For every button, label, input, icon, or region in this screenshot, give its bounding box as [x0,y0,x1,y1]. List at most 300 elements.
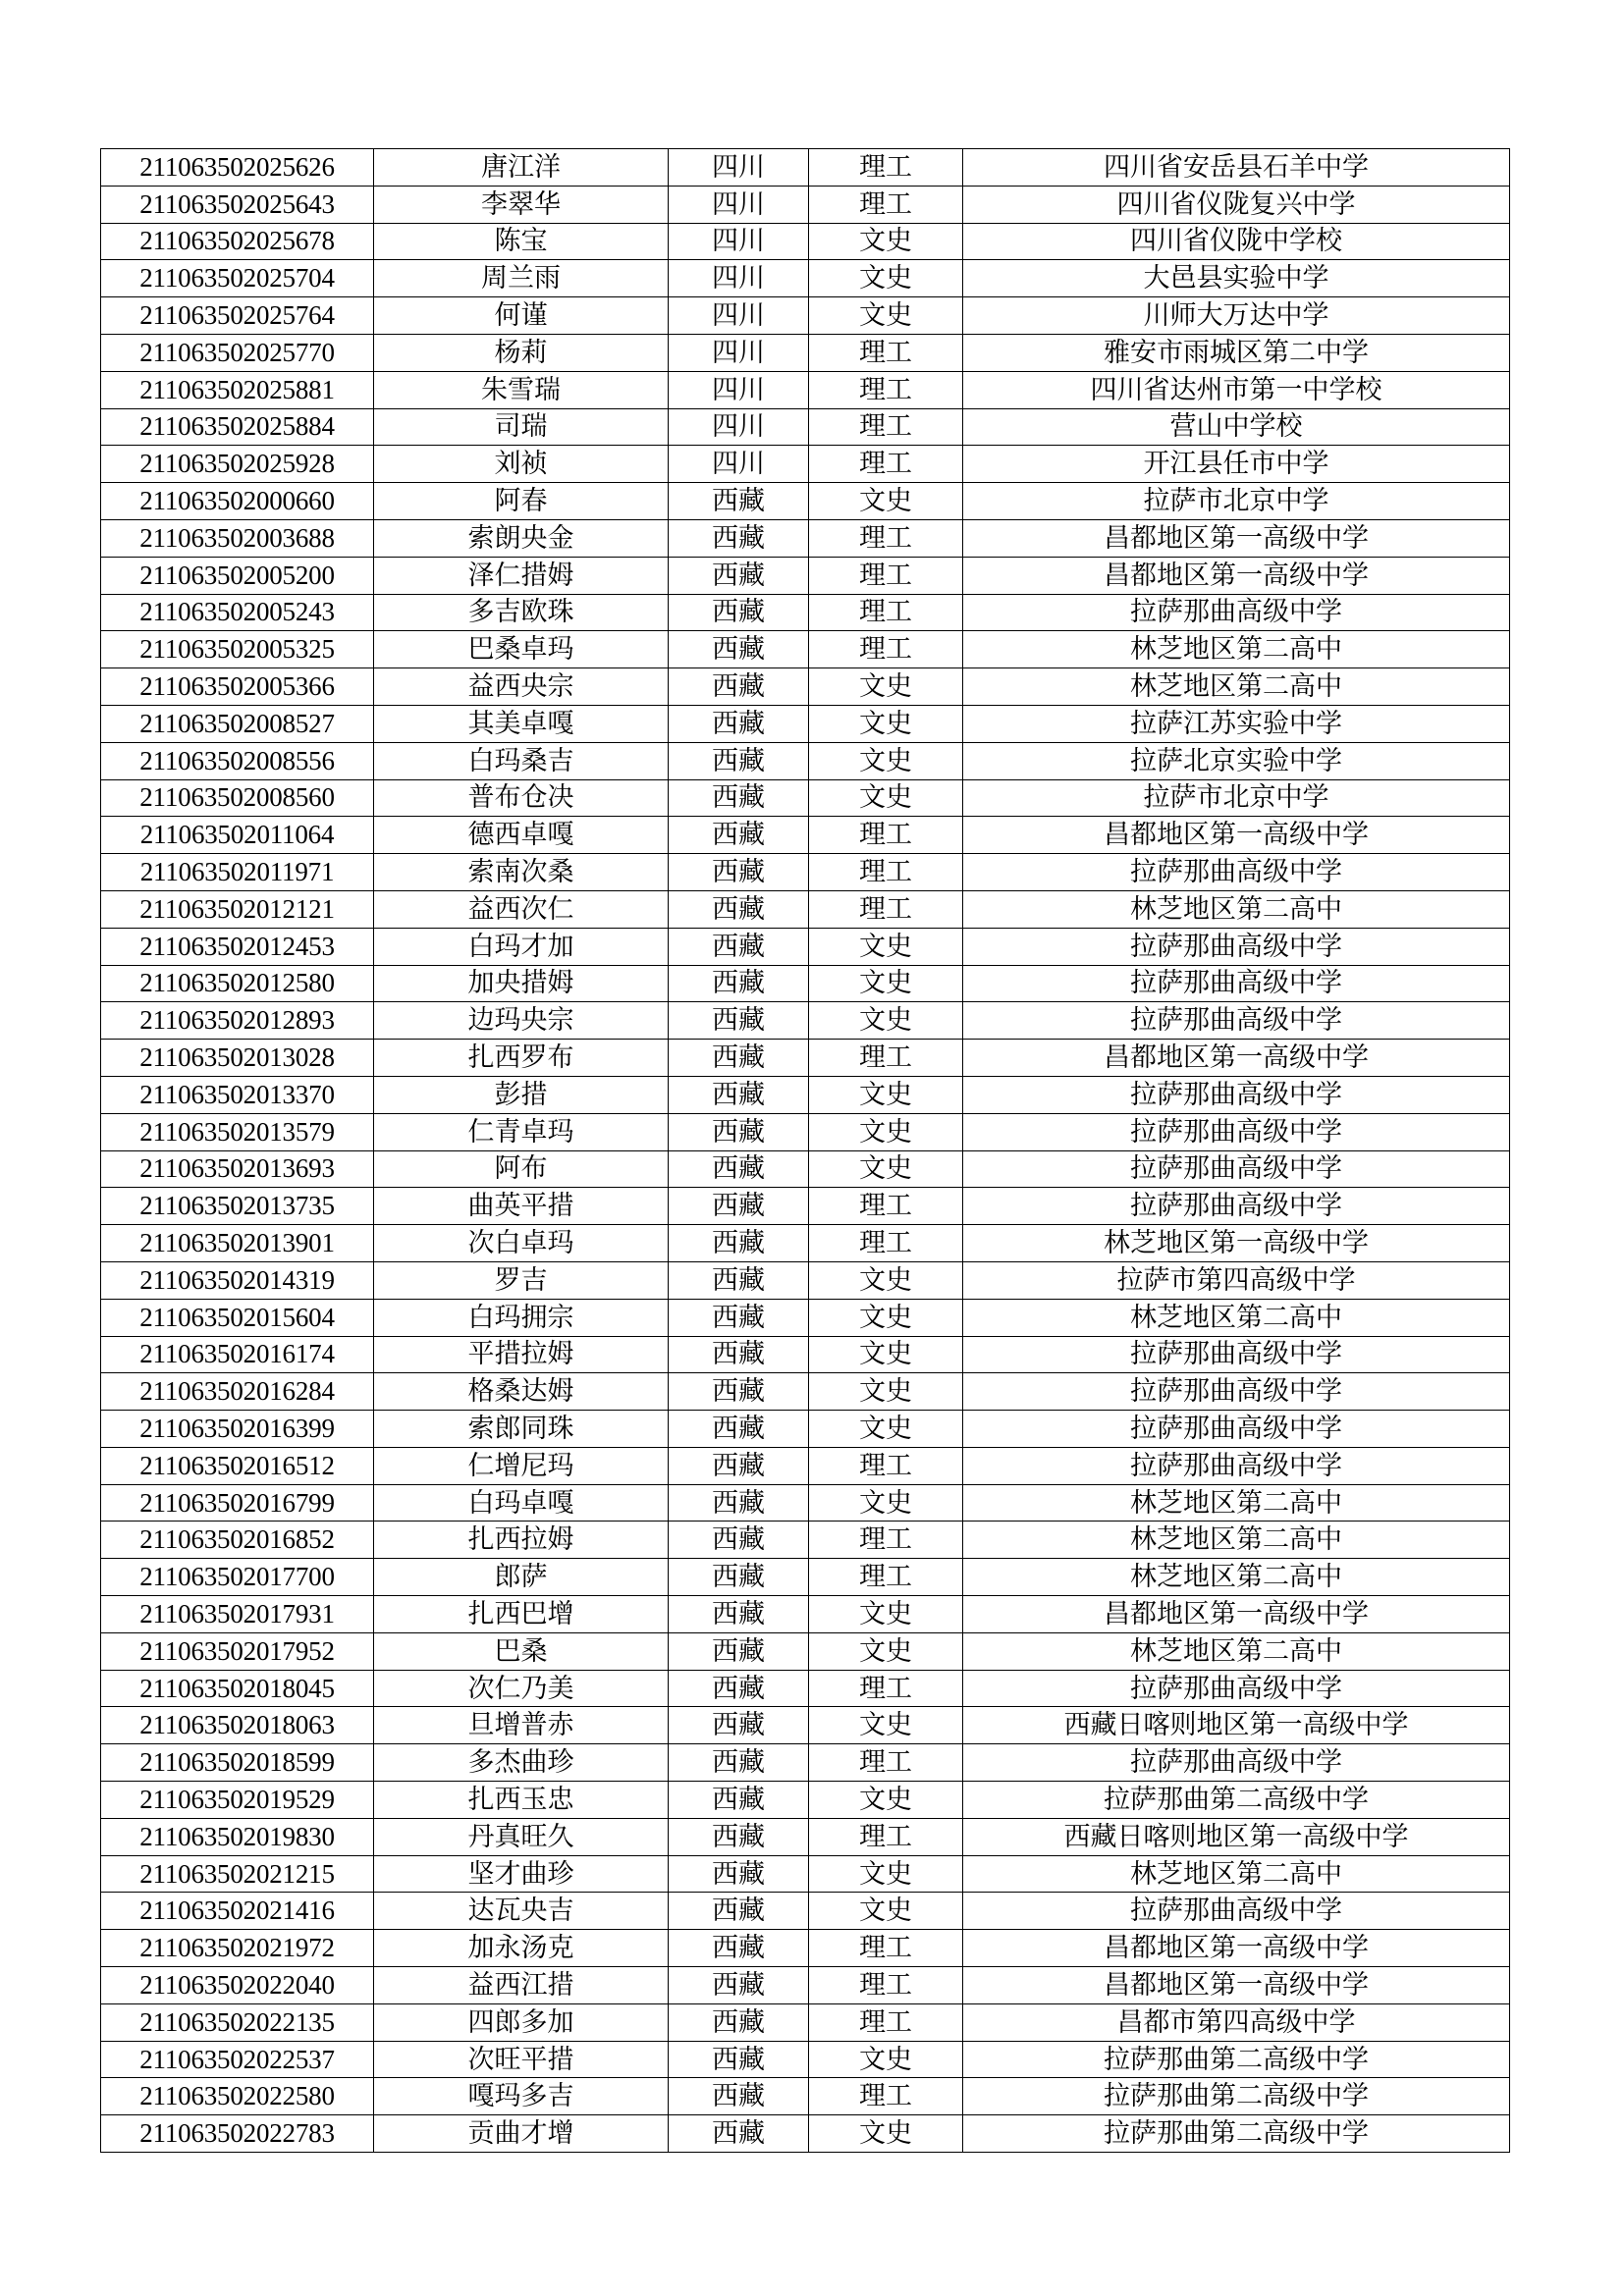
student-name-cell: 多吉欧珠 [374,594,669,631]
table-row [101,594,1510,631]
candidate-id-cell: 211063502018063 [101,1707,374,1744]
candidate-id-cell: 211063502013693 [101,1150,374,1188]
student-name-cell: 加央措姆 [374,965,669,1002]
candidate-id-cell: 211063502014319 [101,1261,374,1299]
table-row [101,1261,1510,1299]
subject-category-cell: 理工 [809,1040,963,1077]
province-cell: 西藏 [669,1484,809,1522]
school-name-cell: 四川省安岳县石羊中学 [963,149,1510,187]
subject-category-cell: 理工 [809,1818,963,1855]
table-row [101,334,1510,371]
student-name-cell: 刘祯 [374,446,669,483]
student-name-cell: 杨莉 [374,334,669,371]
school-name-cell: 西藏日喀则地区第一高级中学 [963,1818,1510,1855]
table-row [101,1447,1510,1484]
student-name-cell: 扎西巴增 [374,1596,669,1633]
province-cell: 西藏 [669,2078,809,2115]
province-cell: 西藏 [669,1707,809,1744]
province-cell: 西藏 [669,890,809,928]
table-row [101,1225,1510,1262]
school-name-cell: 林芝地区第二高中 [963,1855,1510,1893]
student-name-cell: 阿布 [374,1150,669,1188]
province-cell: 四川 [669,371,809,408]
student-name-cell: 加永汤克 [374,1930,669,1967]
subject-category-cell: 文史 [809,260,963,297]
subject-category-cell: 文史 [809,1855,963,1893]
province-cell: 西藏 [669,519,809,557]
subject-category-cell: 文史 [809,1076,963,1113]
table-row [101,1411,1510,1448]
table-row [101,223,1510,260]
table-row [101,1744,1510,1782]
subject-category-cell: 理工 [809,1188,963,1225]
province-cell: 西藏 [669,1893,809,1930]
candidate-id-cell: 211063502012453 [101,928,374,965]
candidate-id-cell: 211063502016399 [101,1411,374,1448]
admission-roster-table [100,148,1510,2153]
table-row [101,1632,1510,1670]
table-row [101,1150,1510,1188]
candidate-id-cell: 211063502025626 [101,149,374,187]
table-row [101,1188,1510,1225]
school-name-cell: 雅安市雨城区第二中学 [963,334,1510,371]
province-cell: 西藏 [669,1782,809,1819]
student-name-cell: 索郎同珠 [374,1411,669,1448]
subject-category-cell: 理工 [809,1967,963,2004]
province-cell: 西藏 [669,1818,809,1855]
school-name-cell: 营山中学校 [963,408,1510,446]
subject-category-cell: 理工 [809,1930,963,1967]
table-row [101,297,1510,335]
student-name-cell: 贡曲才增 [374,2115,669,2153]
province-cell: 四川 [669,446,809,483]
table-row [101,1299,1510,1336]
student-name-cell: 益西江措 [374,1967,669,2004]
candidate-id-cell: 211063502011971 [101,854,374,891]
province-cell: 西藏 [669,594,809,631]
table-row [101,1670,1510,1707]
subject-category-cell: 文史 [809,1484,963,1522]
table-row [101,557,1510,594]
school-name-cell: 拉萨那曲高级中学 [963,1150,1510,1188]
student-name-cell: 司瑞 [374,408,669,446]
province-cell: 西藏 [669,1225,809,1262]
province-cell: 西藏 [669,1930,809,1967]
subject-category-cell: 文史 [809,1411,963,1448]
table-row [101,1373,1510,1411]
candidate-id-cell: 211063502019830 [101,1818,374,1855]
student-name-cell: 罗吉 [374,1261,669,1299]
candidate-id-cell: 211063502025764 [101,297,374,335]
province-cell: 西藏 [669,779,809,817]
subject-category-cell: 理工 [809,408,963,446]
school-name-cell: 四川省达州市第一中学校 [963,371,1510,408]
student-name-cell: 郎萨 [374,1559,669,1596]
subject-category-cell: 文史 [809,483,963,520]
candidate-id-cell: 211063502021215 [101,1855,374,1893]
student-name-cell: 彭措 [374,1076,669,1113]
candidate-id-cell: 211063502008556 [101,742,374,779]
subject-category-cell: 文史 [809,1707,963,1744]
student-name-cell: 次旺平措 [374,2041,669,2078]
school-name-cell: 昌都市第四高级中学 [963,2003,1510,2041]
candidate-id-cell: 211063502017931 [101,1596,374,1633]
school-name-cell: 拉萨市北京中学 [963,779,1510,817]
student-name-cell: 旦增普赤 [374,1707,669,1744]
student-name-cell: 达瓦央吉 [374,1893,669,1930]
province-cell: 西藏 [669,1447,809,1484]
province-cell: 西藏 [669,1670,809,1707]
student-name-cell: 白玛拥宗 [374,1299,669,1336]
table-row [101,668,1510,706]
subject-category-cell: 文史 [809,223,963,260]
table-row [101,1113,1510,1150]
student-name-cell: 多杰曲珍 [374,1744,669,1782]
student-name-cell: 白玛才加 [374,928,669,965]
province-cell: 西藏 [669,2041,809,2078]
candidate-id-cell: 211063502016852 [101,1522,374,1559]
table-row [101,186,1510,223]
province-cell: 四川 [669,260,809,297]
candidate-id-cell: 211063502025884 [101,408,374,446]
table-row [101,1522,1510,1559]
student-name-cell: 白玛卓嘎 [374,1484,669,1522]
student-name-cell: 其美卓嘎 [374,705,669,742]
school-name-cell: 昌都地区第一高级中学 [963,817,1510,854]
province-cell: 西藏 [669,1596,809,1633]
table-row [101,446,1510,483]
subject-category-cell: 理工 [809,186,963,223]
table-row [101,1707,1510,1744]
province-cell: 西藏 [669,1076,809,1113]
province-cell: 西藏 [669,631,809,668]
table-row [101,1040,1510,1077]
student-name-cell: 陈宝 [374,223,669,260]
school-name-cell: 拉萨那曲高级中学 [963,1411,1510,1448]
school-name-cell: 林芝地区第一高级中学 [963,1225,1510,1262]
table-row [101,2041,1510,2078]
candidate-id-cell: 211063502021416 [101,1893,374,1930]
table-row [101,408,1510,446]
subject-category-cell: 理工 [809,334,963,371]
subject-category-cell: 文史 [809,1150,963,1188]
school-name-cell: 拉萨那曲高级中学 [963,1336,1510,1373]
candidate-id-cell: 211063502025678 [101,223,374,260]
school-name-cell: 林芝地区第二高中 [963,1484,1510,1522]
subject-category-cell: 文史 [809,1299,963,1336]
candidate-id-cell: 211063502025881 [101,371,374,408]
subject-category-cell: 理工 [809,631,963,668]
student-name-cell: 仁青卓玛 [374,1113,669,1150]
province-cell: 西藏 [669,1559,809,1596]
school-name-cell: 四川省仪陇中学校 [963,223,1510,260]
table-row [101,742,1510,779]
table-row [101,1596,1510,1633]
school-name-cell: 拉萨那曲第二高级中学 [963,2041,1510,2078]
candidate-id-cell: 211063502017952 [101,1632,374,1670]
province-cell: 西藏 [669,817,809,854]
school-name-cell: 拉萨那曲高级中学 [963,1076,1510,1113]
candidate-id-cell: 211063502008560 [101,779,374,817]
table-row [101,371,1510,408]
candidate-id-cell: 211063502025770 [101,334,374,371]
candidate-id-cell: 211063502005200 [101,557,374,594]
table-row [101,965,1510,1002]
candidate-id-cell: 211063502017700 [101,1559,374,1596]
subject-category-cell: 文史 [809,705,963,742]
province-cell: 西藏 [669,1336,809,1373]
school-name-cell: 拉萨那曲高级中学 [963,594,1510,631]
candidate-id-cell: 211063502013901 [101,1225,374,1262]
student-name-cell: 阿春 [374,483,669,520]
school-name-cell: 昌都地区第一高级中学 [963,1596,1510,1633]
province-cell: 西藏 [669,854,809,891]
school-name-cell: 开江县任市中学 [963,446,1510,483]
candidate-id-cell: 211063502022135 [101,2003,374,2041]
candidate-id-cell: 211063502022040 [101,1967,374,2004]
school-name-cell: 林芝地区第二高中 [963,668,1510,706]
student-name-cell: 曲英平措 [374,1188,669,1225]
student-name-cell: 李翠华 [374,186,669,223]
subject-category-cell: 文史 [809,1782,963,1819]
province-cell: 西藏 [669,1188,809,1225]
student-name-cell: 次白卓玛 [374,1225,669,1262]
province-cell: 西藏 [669,742,809,779]
province-cell: 西藏 [669,483,809,520]
student-name-cell: 巴桑 [374,1632,669,1670]
table-row [101,519,1510,557]
table-row [101,1076,1510,1113]
table-row [101,149,1510,187]
student-name-cell: 唐江洋 [374,149,669,187]
candidate-id-cell: 211063502025643 [101,186,374,223]
school-name-cell: 拉萨江苏实验中学 [963,705,1510,742]
candidate-id-cell: 211063502018045 [101,1670,374,1707]
subject-category-cell: 文史 [809,1002,963,1040]
school-name-cell: 林芝地区第二高中 [963,1299,1510,1336]
candidate-id-cell: 211063502016512 [101,1447,374,1484]
candidate-id-cell: 211063502005243 [101,594,374,631]
table-row [101,2003,1510,2041]
province-cell: 西藏 [669,1632,809,1670]
province-cell: 西藏 [669,1261,809,1299]
subject-category-cell: 文史 [809,965,963,1002]
subject-category-cell: 文史 [809,668,963,706]
province-cell: 西藏 [669,705,809,742]
student-name-cell: 何谨 [374,297,669,335]
province-cell: 西藏 [669,557,809,594]
school-name-cell: 拉萨那曲高级中学 [963,928,1510,965]
school-name-cell: 林芝地区第二高中 [963,1559,1510,1596]
school-name-cell: 昌都地区第一高级中学 [963,1967,1510,2004]
school-name-cell: 昌都地区第一高级中学 [963,519,1510,557]
subject-category-cell: 理工 [809,1522,963,1559]
school-name-cell: 拉萨那曲高级中学 [963,854,1510,891]
province-cell: 西藏 [669,1522,809,1559]
candidate-id-cell: 211063502005366 [101,668,374,706]
candidate-id-cell: 211063502005325 [101,631,374,668]
school-name-cell: 西藏日喀则地区第一高级中学 [963,1707,1510,1744]
table-row [101,1855,1510,1893]
province-cell: 西藏 [669,1855,809,1893]
table-row [101,928,1510,965]
candidate-id-cell: 211063502003688 [101,519,374,557]
school-name-cell: 拉萨那曲第二高级中学 [963,2115,1510,2153]
school-name-cell: 大邑县实验中学 [963,260,1510,297]
candidate-id-cell: 211063502016284 [101,1373,374,1411]
subject-category-cell: 理工 [809,1744,963,1782]
student-name-cell: 嘎玛多吉 [374,2078,669,2115]
subject-category-cell: 文史 [809,779,963,817]
school-name-cell: 拉萨那曲高级中学 [963,1893,1510,1930]
student-name-cell: 索南次桑 [374,854,669,891]
subject-category-cell: 理工 [809,1559,963,1596]
candidate-id-cell: 211063502016799 [101,1484,374,1522]
candidate-id-cell: 211063502012121 [101,890,374,928]
subject-category-cell: 理工 [809,371,963,408]
candidate-id-cell: 211063502015604 [101,1299,374,1336]
candidate-id-cell: 211063502022537 [101,2041,374,2078]
subject-category-cell: 理工 [809,594,963,631]
school-name-cell: 拉萨市第四高级中学 [963,1261,1510,1299]
school-name-cell: 林芝地区第二高中 [963,890,1510,928]
subject-category-cell: 文史 [809,1596,963,1633]
candidate-id-cell: 211063502013735 [101,1188,374,1225]
candidate-id-cell: 211063502022783 [101,2115,374,2153]
table-row [101,705,1510,742]
subject-category-cell: 文史 [809,1336,963,1373]
subject-category-cell: 文史 [809,1632,963,1670]
student-name-cell: 丹真旺久 [374,1818,669,1855]
table-row [101,2078,1510,2115]
student-name-cell: 德西卓嘎 [374,817,669,854]
school-name-cell: 拉萨那曲高级中学 [963,1188,1510,1225]
candidate-id-cell: 211063502013579 [101,1113,374,1150]
table-row [101,483,1510,520]
province-cell: 四川 [669,408,809,446]
table-row [101,1930,1510,1967]
province-cell: 西藏 [669,2115,809,2153]
student-name-cell: 索朗央金 [374,519,669,557]
subject-category-cell: 文史 [809,1113,963,1150]
table-row [101,854,1510,891]
table-row [101,1967,1510,2004]
student-name-cell: 平措拉姆 [374,1336,669,1373]
table-row [101,1782,1510,1819]
province-cell: 西藏 [669,2003,809,2041]
province-cell: 西藏 [669,965,809,1002]
province-cell: 西藏 [669,1002,809,1040]
province-cell: 四川 [669,186,809,223]
subject-category-cell: 理工 [809,854,963,891]
student-name-cell: 巴桑卓玛 [374,631,669,668]
subject-category-cell: 理工 [809,817,963,854]
subject-category-cell: 文史 [809,742,963,779]
student-name-cell: 格桑达姆 [374,1373,669,1411]
student-name-cell: 扎西罗布 [374,1040,669,1077]
province-cell: 四川 [669,149,809,187]
student-name-cell: 周兰雨 [374,260,669,297]
school-name-cell: 拉萨北京实验中学 [963,742,1510,779]
province-cell: 西藏 [669,1113,809,1150]
school-name-cell: 四川省仪陇复兴中学 [963,186,1510,223]
subject-category-cell: 理工 [809,890,963,928]
subject-category-cell: 文史 [809,2115,963,2153]
student-name-cell: 普布仓决 [374,779,669,817]
subject-category-cell: 理工 [809,519,963,557]
candidate-id-cell: 211063502013028 [101,1040,374,1077]
candidate-id-cell: 211063502012580 [101,965,374,1002]
school-name-cell: 川师大万达中学 [963,297,1510,335]
school-name-cell: 拉萨那曲高级中学 [963,1373,1510,1411]
candidate-id-cell: 211063502000660 [101,483,374,520]
table-row [101,779,1510,817]
subject-category-cell: 理工 [809,149,963,187]
roster-body [101,149,1510,2153]
student-name-cell: 泽仁措姆 [374,557,669,594]
student-name-cell: 益西次仁 [374,890,669,928]
subject-category-cell: 理工 [809,1447,963,1484]
student-name-cell: 益西央宗 [374,668,669,706]
candidate-id-cell: 211063502012893 [101,1002,374,1040]
province-cell: 西藏 [669,1299,809,1336]
table-row [101,1893,1510,1930]
school-name-cell: 拉萨那曲高级中学 [963,1744,1510,1782]
student-name-cell: 仁增尼玛 [374,1447,669,1484]
subject-category-cell: 理工 [809,1225,963,1262]
province-cell: 西藏 [669,1373,809,1411]
candidate-id-cell: 211063502021972 [101,1930,374,1967]
school-name-cell: 拉萨那曲高级中学 [963,1002,1510,1040]
province-cell: 西藏 [669,928,809,965]
candidate-id-cell: 211063502018599 [101,1744,374,1782]
school-name-cell: 拉萨那曲高级中学 [963,1447,1510,1484]
school-name-cell: 拉萨那曲第二高级中学 [963,1782,1510,1819]
candidate-id-cell: 211063502019529 [101,1782,374,1819]
table-row [101,1559,1510,1596]
student-name-cell: 白玛桑吉 [374,742,669,779]
student-name-cell: 次仁乃美 [374,1670,669,1707]
table-row [101,1336,1510,1373]
province-cell: 西藏 [669,1967,809,2004]
student-name-cell: 四郎多加 [374,2003,669,2041]
subject-category-cell: 理工 [809,446,963,483]
candidate-id-cell: 211063502025928 [101,446,374,483]
subject-category-cell: 理工 [809,1670,963,1707]
table-row [101,890,1510,928]
school-name-cell: 林芝地区第二高中 [963,631,1510,668]
table-row [101,1818,1510,1855]
school-name-cell: 林芝地区第二高中 [963,1632,1510,1670]
candidate-id-cell: 211063502022580 [101,2078,374,2115]
school-name-cell: 拉萨那曲高级中学 [963,1113,1510,1150]
province-cell: 西藏 [669,668,809,706]
table-row [101,2115,1510,2153]
school-name-cell: 拉萨那曲高级中学 [963,965,1510,1002]
student-name-cell: 朱雪瑞 [374,371,669,408]
school-name-cell: 林芝地区第二高中 [963,1522,1510,1559]
subject-category-cell: 文史 [809,2041,963,2078]
student-name-cell: 边玛央宗 [374,1002,669,1040]
subject-category-cell: 理工 [809,2003,963,2041]
student-name-cell: 扎西玉忠 [374,1782,669,1819]
candidate-id-cell: 211063502016174 [101,1336,374,1373]
subject-category-cell: 文史 [809,928,963,965]
province-cell: 西藏 [669,1744,809,1782]
school-name-cell: 拉萨那曲高级中学 [963,1670,1510,1707]
candidate-id-cell: 211063502011064 [101,817,374,854]
subject-category-cell: 理工 [809,2078,963,2115]
